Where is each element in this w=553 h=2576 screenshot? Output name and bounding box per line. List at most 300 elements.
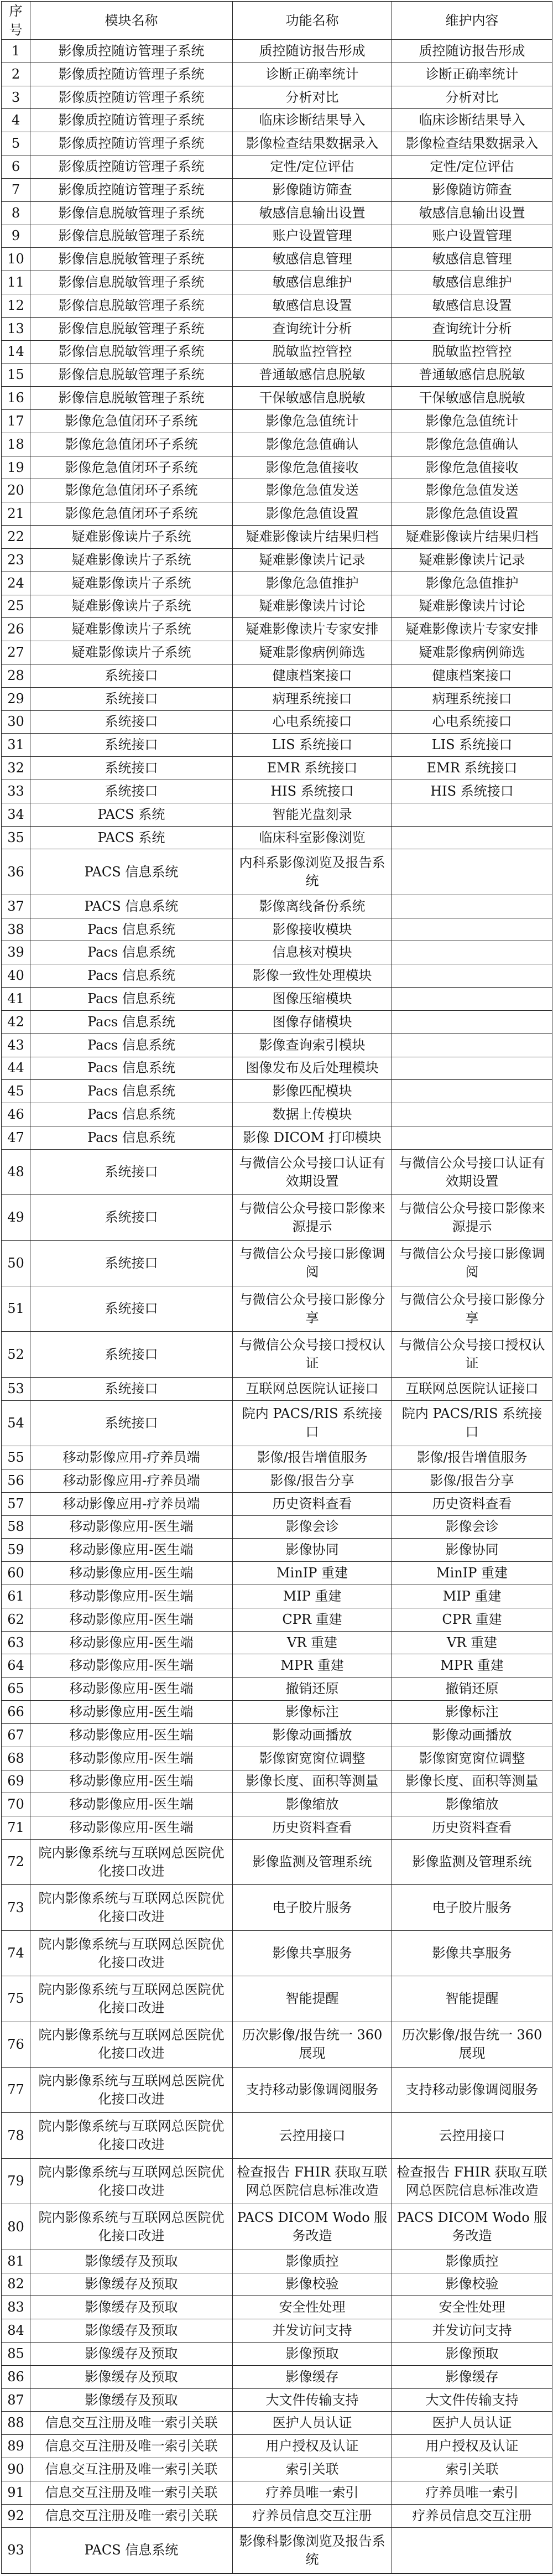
maintenance-content: 影像标注 (392, 1701, 552, 1724)
row-number: 21 (2, 502, 30, 526)
row-number: 52 (2, 1332, 30, 1377)
row-number: 68 (2, 1747, 30, 1770)
function-name: 疗养员唯一索引 (233, 2481, 392, 2504)
maintenance-content: 影像长度、面积等测量 (392, 1770, 552, 1793)
table-row (2, 988, 552, 1011)
module-name: 系统接口 (30, 1377, 233, 1400)
row-number: 71 (2, 1816, 30, 1840)
row-number: 75 (2, 1976, 30, 2022)
maintenance-content: 影像/报告增值服务 (392, 1446, 552, 1469)
table-row (2, 1195, 552, 1240)
maintenance-content: 影像危急值确认 (392, 433, 552, 456)
maintenance-content (392, 895, 552, 918)
row-number: 16 (2, 387, 30, 410)
maintenance-content: 索引关联 (392, 2458, 552, 2481)
table-row (2, 1377, 552, 1400)
function-name: 影像随访筛查 (233, 178, 392, 201)
maintenance-content: 影像协同 (392, 1539, 552, 1562)
module-name: 院内影像系统与互联网总医院优化接口改进 (30, 2113, 233, 2158)
table-row (2, 2343, 552, 2366)
module-name: 影像缓存及预取 (30, 2343, 233, 2366)
function-name: 与微信公众号接口影像来源提示 (233, 1195, 392, 1240)
row-number: 31 (2, 734, 30, 757)
row-number: 19 (2, 456, 30, 479)
module-name: 移动影像应用-医生端 (30, 1747, 233, 1770)
function-name: 信息核对模块 (233, 941, 392, 964)
function-name: 干保敏感信息脱敏 (233, 387, 392, 410)
row-number: 13 (2, 317, 30, 340)
table-row (2, 548, 552, 572)
function-name: 影像查询索引模块 (233, 1033, 392, 1057)
module-name: 疑难影像读片子系统 (30, 526, 233, 549)
row-number: 53 (2, 1377, 30, 1400)
maintenance-content: 诊断正确率统计 (392, 63, 552, 86)
row-number: 58 (2, 1515, 30, 1539)
table-row (2, 572, 552, 595)
table-row (2, 2527, 552, 2574)
maintenance-content: EMR 系统接口 (392, 757, 552, 780)
module-name: 影像危急值闭环子系统 (30, 479, 233, 502)
maintenance-content: 影像危急值设置 (392, 502, 552, 526)
header-module: 模块名称 (30, 2, 233, 40)
maintenance-content: 并发访问支持 (392, 2319, 552, 2343)
row-number: 67 (2, 1723, 30, 1747)
maintenance-content: 历次影像/报告统一 360 展现 (392, 2022, 552, 2067)
maintenance-content: 与微信公众号接口影像分享 (392, 1286, 552, 1332)
module-name: 影像缓存及预取 (30, 2273, 233, 2296)
function-name: 影像监测及管理系统 (233, 1839, 392, 1884)
maintenance-content: 影像随访筛查 (392, 178, 552, 201)
maintenance-content: 影像动画播放 (392, 1723, 552, 1747)
function-name: 分析对比 (233, 86, 392, 109)
table-row (2, 132, 552, 155)
module-name: PACS 系统 (30, 803, 233, 826)
maintenance-content: 普通敏感信息脱敏 (392, 363, 552, 387)
function-name: 敏感信息设置 (233, 294, 392, 317)
maintenance-content: 影像危急值接收 (392, 456, 552, 479)
table-row (2, 109, 552, 132)
function-name: 影像标注 (233, 1701, 392, 1724)
function-name: 影像危急值确认 (233, 433, 392, 456)
function-name: 影像危急值接收 (233, 456, 392, 479)
function-name: 用户授权及认证 (233, 2435, 392, 2458)
table-row (2, 849, 552, 895)
table-row (2, 1149, 552, 1194)
function-name: 影像共享服务 (233, 1930, 392, 1976)
function-name: 医护人员认证 (233, 2412, 392, 2435)
table-row (2, 271, 552, 294)
maintenance-content: 影像会诊 (392, 1515, 552, 1539)
module-name: Pacs 信息系统 (30, 1057, 233, 1080)
row-number: 51 (2, 1286, 30, 1332)
header-no: 序号 (2, 2, 30, 40)
table-row (2, 1839, 552, 1884)
function-name: 大文件传输支持 (233, 2388, 392, 2412)
function-name: 影像缩放 (233, 1793, 392, 1816)
maintenance-content: 影像/报告分享 (392, 1469, 552, 1492)
table-row (2, 826, 552, 849)
row-number: 3 (2, 86, 30, 109)
table-row (2, 780, 552, 803)
row-number: 91 (2, 2481, 30, 2504)
function-name: 撤销还原 (233, 1677, 392, 1701)
function-name: 影像检查结果数据录入 (233, 132, 392, 155)
module-name: 系统接口 (30, 1195, 233, 1240)
table-row (2, 1701, 552, 1724)
header-function: 功能名称 (233, 2, 392, 40)
table-row (2, 941, 552, 964)
module-name: 移动影像应用-医生端 (30, 1631, 233, 1654)
table-row (2, 2481, 552, 2504)
row-number: 18 (2, 433, 30, 456)
row-number: 84 (2, 2319, 30, 2343)
module-name: 院内影像系统与互联网总医院优化接口改进 (30, 1930, 233, 1976)
row-number: 77 (2, 2068, 30, 2113)
module-name: 移动影像应用-医生端 (30, 1585, 233, 1608)
maintenance-content: 互联网总医院认证接口 (392, 1377, 552, 1400)
row-number: 29 (2, 687, 30, 710)
table-row (2, 2435, 552, 2458)
table-row (2, 1976, 552, 2022)
row-number: 40 (2, 964, 30, 988)
row-number: 78 (2, 2113, 30, 2158)
function-name: 疑难影像读片专家安排 (233, 618, 392, 641)
table-row (2, 433, 552, 456)
table-row (2, 918, 552, 941)
table-row (2, 1332, 552, 1377)
module-name: Pacs 信息系统 (30, 1080, 233, 1103)
module-name: PACS 信息系统 (30, 895, 233, 918)
module-name: 影像信息脱敏管理子系统 (30, 294, 233, 317)
row-number: 79 (2, 2158, 30, 2204)
module-name: Pacs 信息系统 (30, 1126, 233, 1149)
maintenance-content (392, 1103, 552, 1126)
row-number: 82 (2, 2273, 30, 2296)
function-name: 数据上传模块 (233, 1103, 392, 1126)
row-number: 72 (2, 1839, 30, 1884)
maintenance-content: 与微信公众号接口授权认证 (392, 1332, 552, 1377)
maintenance-content (392, 941, 552, 964)
table-row (2, 2204, 552, 2250)
function-name: 电子胶片服务 (233, 1885, 392, 1930)
function-name: 影像科影像浏览及报告系统 (233, 2527, 392, 2574)
row-number: 86 (2, 2365, 30, 2388)
table-row (2, 803, 552, 826)
table-row (2, 1126, 552, 1149)
module-name: 影像危急值闭环子系统 (30, 433, 233, 456)
table-row (2, 456, 552, 479)
function-name: 病理系统接口 (233, 687, 392, 710)
module-name: 移动影像应用-疗养员端 (30, 1469, 233, 1492)
row-number: 76 (2, 2022, 30, 2067)
table-row (2, 1240, 552, 1286)
maintenance-content: 历史资料查看 (392, 1492, 552, 1515)
row-number: 11 (2, 271, 30, 294)
function-name: 影像质控 (233, 2250, 392, 2273)
table-row (2, 664, 552, 687)
module-name: PACS 系统 (30, 826, 233, 849)
maintenance-content: 影像检查结果数据录入 (392, 132, 552, 155)
function-name: 影像长度、面积等测量 (233, 1770, 392, 1793)
function-name: EMR 系统接口 (233, 757, 392, 780)
function-name: CPR 重建 (233, 1608, 392, 1631)
function-name: 查询统计分析 (233, 317, 392, 340)
maintenance-table (1, 1, 552, 2574)
row-number: 33 (2, 780, 30, 803)
maintenance-content: 与微信公众号接口影像来源提示 (392, 1195, 552, 1240)
table-body (2, 40, 552, 2574)
table-row (2, 1492, 552, 1515)
row-number: 41 (2, 988, 30, 1011)
table-row (2, 964, 552, 988)
maintenance-content: CPR 重建 (392, 1608, 552, 1631)
module-name: 院内影像系统与互联网总医院优化接口改进 (30, 1839, 233, 1884)
module-name: 疑难影像读片子系统 (30, 548, 233, 572)
maintenance-content: 账户设置管理 (392, 225, 552, 248)
table-row (2, 641, 552, 664)
table-row (2, 1103, 552, 1126)
function-name: 影像预取 (233, 2343, 392, 2366)
row-number: 20 (2, 479, 30, 502)
module-name: 影像信息脱敏管理子系统 (30, 248, 233, 271)
function-name: 临床科室影像浏览 (233, 826, 392, 849)
module-name: 影像信息脱敏管理子系统 (30, 340, 233, 363)
maintenance-content: 疑难影像病例筛选 (392, 641, 552, 664)
module-name: 移动影像应用-医生端 (30, 1793, 233, 1816)
function-name: 定性/定位评估 (233, 155, 392, 179)
table-row (2, 2158, 552, 2204)
maintenance-content: 安全性处理 (392, 2296, 552, 2319)
maintenance-content (392, 1010, 552, 1033)
module-name: 影像信息脱敏管理子系统 (30, 271, 233, 294)
table-row (2, 178, 552, 201)
maintenance-content: 大文件传输支持 (392, 2388, 552, 2412)
module-name: 系统接口 (30, 1400, 233, 1446)
maintenance-content (392, 1057, 552, 1080)
maintenance-content: 干保敏感信息脱敏 (392, 387, 552, 410)
module-name: 影像质控随访管理子系统 (30, 155, 233, 179)
table-row (2, 1654, 552, 1677)
module-name: 影像质控随访管理子系统 (30, 132, 233, 155)
function-name: 敏感信息输出设置 (233, 201, 392, 225)
module-name: 影像质控随访管理子系统 (30, 63, 233, 86)
table-row (2, 1816, 552, 1840)
function-name: 影像匹配模块 (233, 1080, 392, 1103)
row-number: 43 (2, 1033, 30, 1057)
module-name: 系统接口 (30, 664, 233, 687)
module-name: 影像质控随访管理子系统 (30, 178, 233, 201)
table-row (2, 1677, 552, 1701)
function-name: PACS DICOM Wodo 服务改造 (233, 2204, 392, 2250)
module-name: 移动影像应用-医生端 (30, 1723, 233, 1747)
function-name: 智能提醒 (233, 1976, 392, 2022)
table-row (2, 1770, 552, 1793)
module-name: Pacs 信息系统 (30, 918, 233, 941)
row-number: 22 (2, 526, 30, 549)
maintenance-content: 疑难影像读片记录 (392, 548, 552, 572)
maintenance-content: 影像预取 (392, 2343, 552, 2366)
table-row (2, 618, 552, 641)
table-row (2, 225, 552, 248)
function-name: 影像危急值推护 (233, 572, 392, 595)
maintenance-content: VR 重建 (392, 1631, 552, 1654)
table-row (2, 757, 552, 780)
function-name: LIS 系统接口 (233, 734, 392, 757)
row-number: 34 (2, 803, 30, 826)
maintenance-content (392, 1080, 552, 1103)
maintenance-content: 用户授权及认证 (392, 2435, 552, 2458)
function-name: 影像校验 (233, 2273, 392, 2296)
function-name: 云控用接口 (233, 2113, 392, 2158)
maintenance-content: 疗养员唯一索引 (392, 2481, 552, 2504)
module-name: 影像质控随访管理子系统 (30, 86, 233, 109)
module-name: 疑难影像读片子系统 (30, 595, 233, 618)
table-row (2, 2412, 552, 2435)
row-number: 83 (2, 2296, 30, 2319)
maintenance-content: 疑难影像读片讨论 (392, 595, 552, 618)
maintenance-content (392, 1033, 552, 1057)
table-row (2, 2273, 552, 2296)
maintenance-content: 影像校验 (392, 2273, 552, 2296)
module-name: 系统接口 (30, 780, 233, 803)
module-name: 影像危急值闭环子系统 (30, 410, 233, 433)
maintenance-content: 病理系统接口 (392, 687, 552, 710)
module-name: 信息交互注册及唯一索引关联 (30, 2435, 233, 2458)
table-row (2, 2068, 552, 2113)
table-row (2, 1010, 552, 1033)
module-name: 影像缓存及预取 (30, 2296, 233, 2319)
row-number: 8 (2, 201, 30, 225)
table-row (2, 1446, 552, 1469)
module-name: 疑难影像读片子系统 (30, 572, 233, 595)
module-name: 系统接口 (30, 1149, 233, 1194)
row-number: 48 (2, 1149, 30, 1194)
row-number: 88 (2, 2412, 30, 2435)
function-name: 安全性处理 (233, 2296, 392, 2319)
table-row (2, 2319, 552, 2343)
table-row (2, 502, 552, 526)
row-number: 32 (2, 757, 30, 780)
table-row (2, 410, 552, 433)
module-name: Pacs 信息系统 (30, 1010, 233, 1033)
row-number: 24 (2, 572, 30, 595)
table-row (2, 2458, 552, 2481)
module-name: 影像危急值闭环子系统 (30, 456, 233, 479)
module-name: 信息交互注册及唯一索引关联 (30, 2412, 233, 2435)
function-name: 影像危急值统计 (233, 410, 392, 433)
maintenance-content: 影像缓存 (392, 2365, 552, 2388)
row-number: 4 (2, 109, 30, 132)
maintenance-content: 电子胶片服务 (392, 1885, 552, 1930)
maintenance-content (392, 826, 552, 849)
table-row (2, 2113, 552, 2158)
row-number: 66 (2, 1701, 30, 1724)
row-number: 62 (2, 1608, 30, 1631)
row-number: 61 (2, 1585, 30, 1608)
table-row (2, 1400, 552, 1446)
function-name: 敏感信息管理 (233, 248, 392, 271)
table-row (2, 595, 552, 618)
table-row (2, 1885, 552, 1930)
table-row (2, 294, 552, 317)
module-name: Pacs 信息系统 (30, 1103, 233, 1126)
row-number: 1 (2, 40, 30, 63)
function-name: 疑难影像读片结果归档 (233, 526, 392, 549)
table-row (2, 1585, 552, 1608)
function-name: MIP 重建 (233, 1585, 392, 1608)
row-number: 89 (2, 2435, 30, 2458)
row-number: 35 (2, 826, 30, 849)
table-row (2, 1033, 552, 1057)
maintenance-content: HIS 系统接口 (392, 780, 552, 803)
maintenance-content: 影像共享服务 (392, 1930, 552, 1976)
table-row (2, 687, 552, 710)
maintenance-content (392, 918, 552, 941)
row-number: 37 (2, 895, 30, 918)
function-name: 图像压缩模块 (233, 988, 392, 1011)
maintenance-content: LIS 系统接口 (392, 734, 552, 757)
table-row (2, 40, 552, 63)
table-row (2, 2296, 552, 2319)
table-row (2, 1562, 552, 1585)
table-row (2, 1080, 552, 1103)
row-number: 87 (2, 2388, 30, 2412)
maintenance-content: 定性/定位评估 (392, 155, 552, 179)
table-row (2, 1539, 552, 1562)
table-row (2, 2388, 552, 2412)
row-number: 38 (2, 918, 30, 941)
module-name: 系统接口 (30, 757, 233, 780)
function-name: HIS 系统接口 (233, 780, 392, 803)
maintenance-content (392, 988, 552, 1011)
maintenance-content: 检查报告 FHIR 获取互联网总医院信息标准改造 (392, 2158, 552, 2204)
module-name: 移动影像应用-医生端 (30, 1562, 233, 1585)
row-number: 7 (2, 178, 30, 201)
function-name: 影像接收模块 (233, 918, 392, 941)
function-name: 临床诊断结果导入 (233, 109, 392, 132)
function-name: 疑难影像病例筛选 (233, 641, 392, 664)
maintenance-content: 影像窗宽窗位调整 (392, 1747, 552, 1770)
maintenance-content: MinIP 重建 (392, 1562, 552, 1585)
function-name: 影像协同 (233, 1539, 392, 1562)
row-number: 55 (2, 1446, 30, 1469)
maintenance-content: 疗养员信息交互注册 (392, 2504, 552, 2527)
row-number: 50 (2, 1240, 30, 1286)
table-row (2, 526, 552, 549)
maintenance-content: 影像危急值推护 (392, 572, 552, 595)
function-name: 影像缓存 (233, 2365, 392, 2388)
maintenance-content (392, 1126, 552, 1149)
table-row (2, 2250, 552, 2273)
function-name: 疑难影像读片讨论 (233, 595, 392, 618)
function-name: 互联网总医院认证接口 (233, 1377, 392, 1400)
function-name: 疑难影像读片记录 (233, 548, 392, 572)
function-name: 影像危急值发送 (233, 479, 392, 502)
maintenance-content: 影像危急值统计 (392, 410, 552, 433)
function-name: 影像危急值设置 (233, 502, 392, 526)
function-name: 诊断正确率统计 (233, 63, 392, 86)
function-name: 支持移动影像调阅服务 (233, 2068, 392, 2113)
function-name: 历史资料查看 (233, 1816, 392, 1840)
row-number: 25 (2, 595, 30, 618)
table-row (2, 1286, 552, 1332)
table-row (2, 155, 552, 179)
module-name: 影像信息脱敏管理子系统 (30, 363, 233, 387)
table-row (2, 63, 552, 86)
maintenance-content: 影像危急值发送 (392, 479, 552, 502)
module-name: Pacs 信息系统 (30, 941, 233, 964)
module-name: 移动影像应用-医生端 (30, 1816, 233, 1840)
